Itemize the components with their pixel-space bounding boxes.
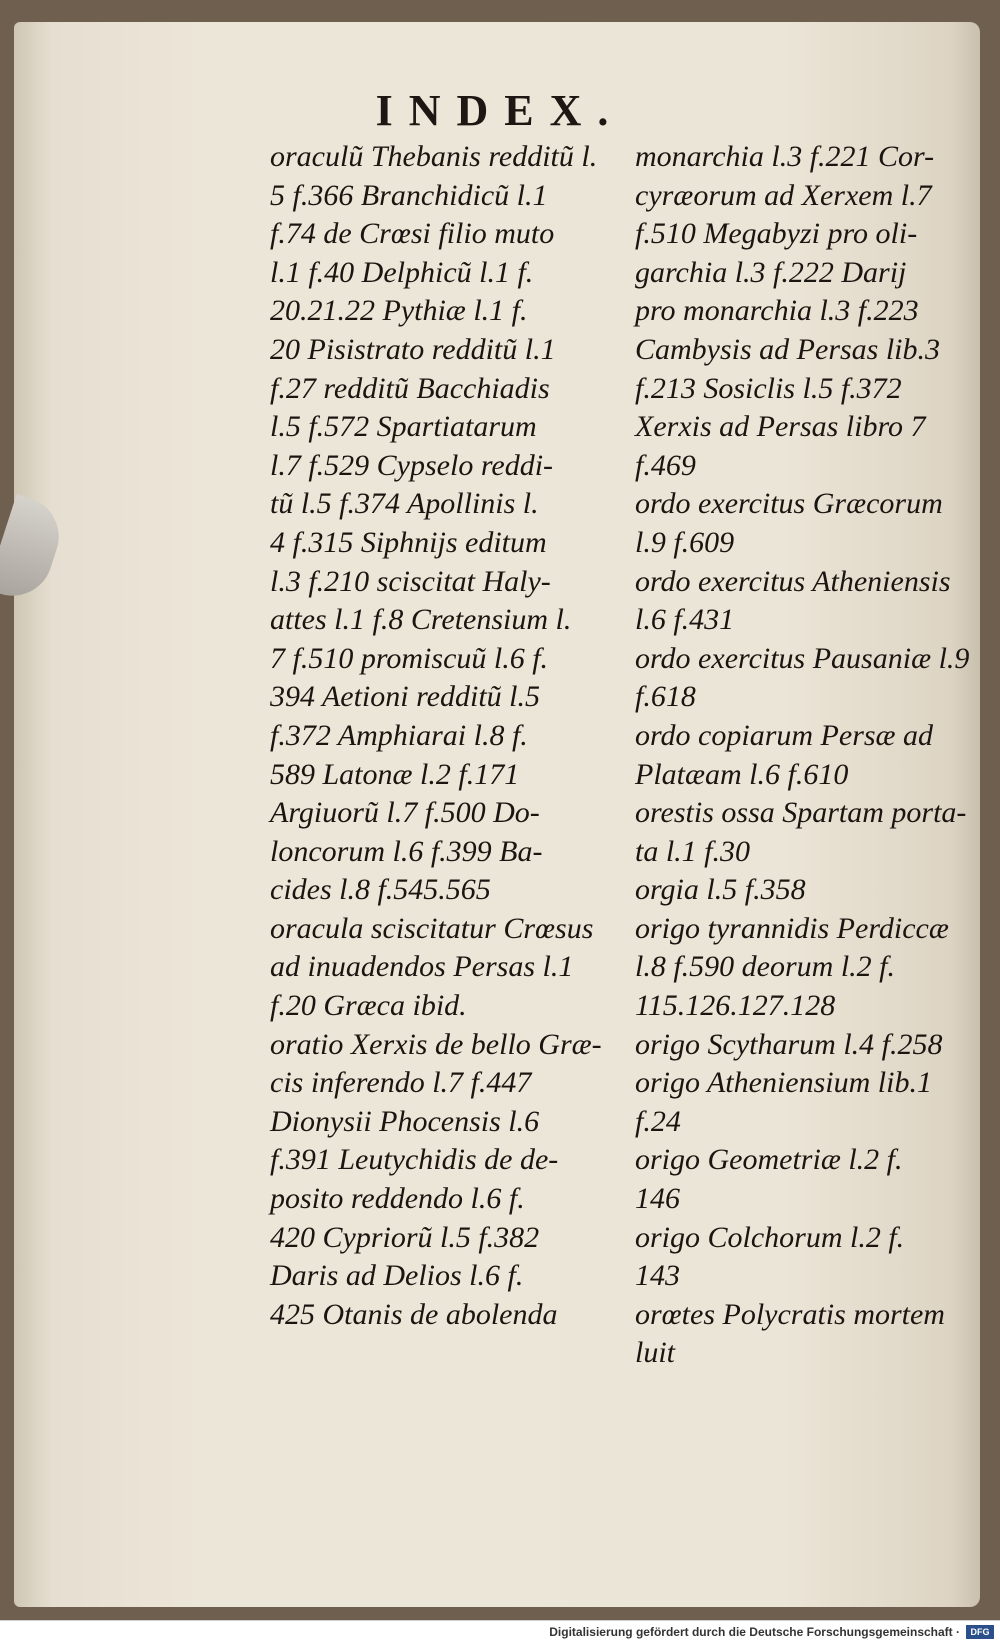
index-entry-line: origo tyrannidis Perdiccæ (635, 911, 949, 945)
index-entry-line: 4 f.315 Siphnijs editum (270, 525, 547, 559)
index-entry-line: pro monarchia l.3 f.223 (635, 294, 919, 328)
index-entry-line: f.27 redditũ Bacchiadis (270, 371, 550, 405)
index-entry-line: origo Geometriæ l.2 f. (635, 1143, 903, 1177)
index-entry-line: l.7 f.529 Cypselo reddi- (270, 448, 554, 482)
index-entry-line: ordo exercitus Græcorum (635, 487, 943, 521)
index-entry-line: 420 Cypriorũ l.5 f.382 (270, 1220, 540, 1254)
footer-bar (0, 1620, 1000, 1643)
index-entry-line: f.510 Megabyzi pro oli- (635, 217, 918, 251)
index-entry-line: Argiuorũ l.7 f.500 Do- (270, 796, 540, 830)
index-entry-line: 425 Otanis de abolenda (270, 1297, 558, 1331)
index-entry-line: 146 (635, 1182, 680, 1216)
index-entry-line: Xerxis ad Persas libro 7 (635, 410, 926, 444)
index-entry-line: l.1 f.40 Delphicũ l.1 f. (270, 255, 534, 289)
index-entry-line: oratio Xerxis de bello Græ- (270, 1027, 602, 1061)
index-entry-line: f.618 (635, 680, 696, 714)
index-entry-line: origo Atheniensium lib.1 (635, 1066, 932, 1100)
index-entry-line: ordo exercitus Atheniensis (635, 564, 951, 598)
index-entry-line: l.9 f.609 (635, 525, 735, 559)
index-entry-line: luit (635, 1336, 676, 1370)
index-entry-line: 143 (635, 1259, 680, 1293)
index-entry-line: oraculũ Thebanis redditũ l. (270, 140, 598, 173)
index-entry-line: 20.21.22 Pythiæ l.1 f. (270, 294, 528, 328)
index-entry-line: loncorum l.6 f.399 Ba- (270, 834, 543, 868)
index-entry-line: orgia l.5 f.358 (635, 873, 806, 907)
index-entry-line: l.6 f.431 (635, 603, 735, 637)
index-entry-line: Daris ad Delios l.6 f. (270, 1259, 524, 1293)
index-entry-line: origo Colchorum l.2 f. (635, 1220, 905, 1254)
index-entry-line: cides l.8 f.545.565 (270, 873, 491, 907)
index-column-left (270, 138, 610, 1334)
index-entry-line: 394 Aetioni redditũ l.5 (270, 680, 540, 714)
index-entry-line: Cambysis ad Persas lib.3 (635, 332, 941, 366)
index-entry-line: cyræorum ad Xerxem l.7 (635, 178, 932, 212)
index-entry-line: attes l.1 f.8 Cretensium l. (270, 603, 572, 637)
index-entry-line: ad inuadendos Persas l.1 (270, 950, 574, 984)
index-entry-line: f.74 de Crœsi filio muto (270, 217, 555, 251)
index-entry-line: l.5 f.572 Spartiatarum (270, 410, 537, 444)
index-entry-line: f.372 Amphiarai l.8 f. (270, 718, 528, 752)
index-entry-line: orestis ossa Spartam porta- (635, 796, 967, 830)
index-entry-line: ordo exercitus Pausaniæ l.9 (635, 641, 970, 675)
index-entry-line: tũ l.5 f.374 Apollinis l. (270, 487, 539, 521)
index-entry-line: cis inferendo l.7 f.447 (270, 1066, 532, 1100)
index-entry-line: Dionysii Phocensis l.6 (270, 1104, 540, 1138)
index-entry-line: posito reddendo l.6 f. (270, 1182, 525, 1216)
index-entry-line: orœtes Polycratis mortem (635, 1297, 945, 1331)
index-entry-line: l.8 f.590 deorum l.2 f. (635, 950, 895, 984)
index-entry-line: 5 f.366 Branchidicũ l.1 (270, 178, 548, 212)
dfg-logo-icon: DFG (966, 1625, 994, 1639)
index-entry-line: monarchia l.3 f.221 Cor- (635, 140, 935, 173)
index-entry-line: garchia l.3 f.222 Darij (635, 255, 907, 289)
index-entry-line: 20 Pisistrato redditũ l.1 (270, 332, 556, 366)
index-entry-line: 7 f.510 promiscuũ l.6 f. (270, 641, 549, 675)
index-entry-line: ordo copiarum Persæ ad (635, 718, 934, 752)
index-entry-line: f.391 Leutychidis de de- (270, 1143, 559, 1177)
index-entry-line: 589 Latonæ l.2 f.171 (270, 757, 520, 791)
footer-credit: Digitalisierung gefördert durch die Deutsche Forschungsgemeinschaft · (549, 1625, 960, 1639)
index-entry-line: Platæam l.6 f.610 (635, 757, 849, 791)
index-entry-line: ta l.1 f.30 (635, 834, 751, 868)
index-entry-line: oracula sciscitatur Crœsus (270, 911, 594, 945)
index-entry-line: f.213 Sosiclis l.5 f.372 (635, 371, 902, 405)
index-column-right (635, 138, 970, 1373)
index-entry-line: f.20 Græca ibid. (270, 989, 467, 1023)
index-entry-line: f.469 (635, 448, 696, 482)
index-entry-line: origo Scytharum l.4 f.258 (635, 1027, 943, 1061)
index-entry-line: f.24 (635, 1104, 681, 1138)
page-title: INDEX. (375, 86, 625, 135)
index-entry-line: l.3 f.210 sciscitat Haly- (270, 564, 551, 598)
index-entry-line: 115.126.127.128 (635, 989, 836, 1023)
